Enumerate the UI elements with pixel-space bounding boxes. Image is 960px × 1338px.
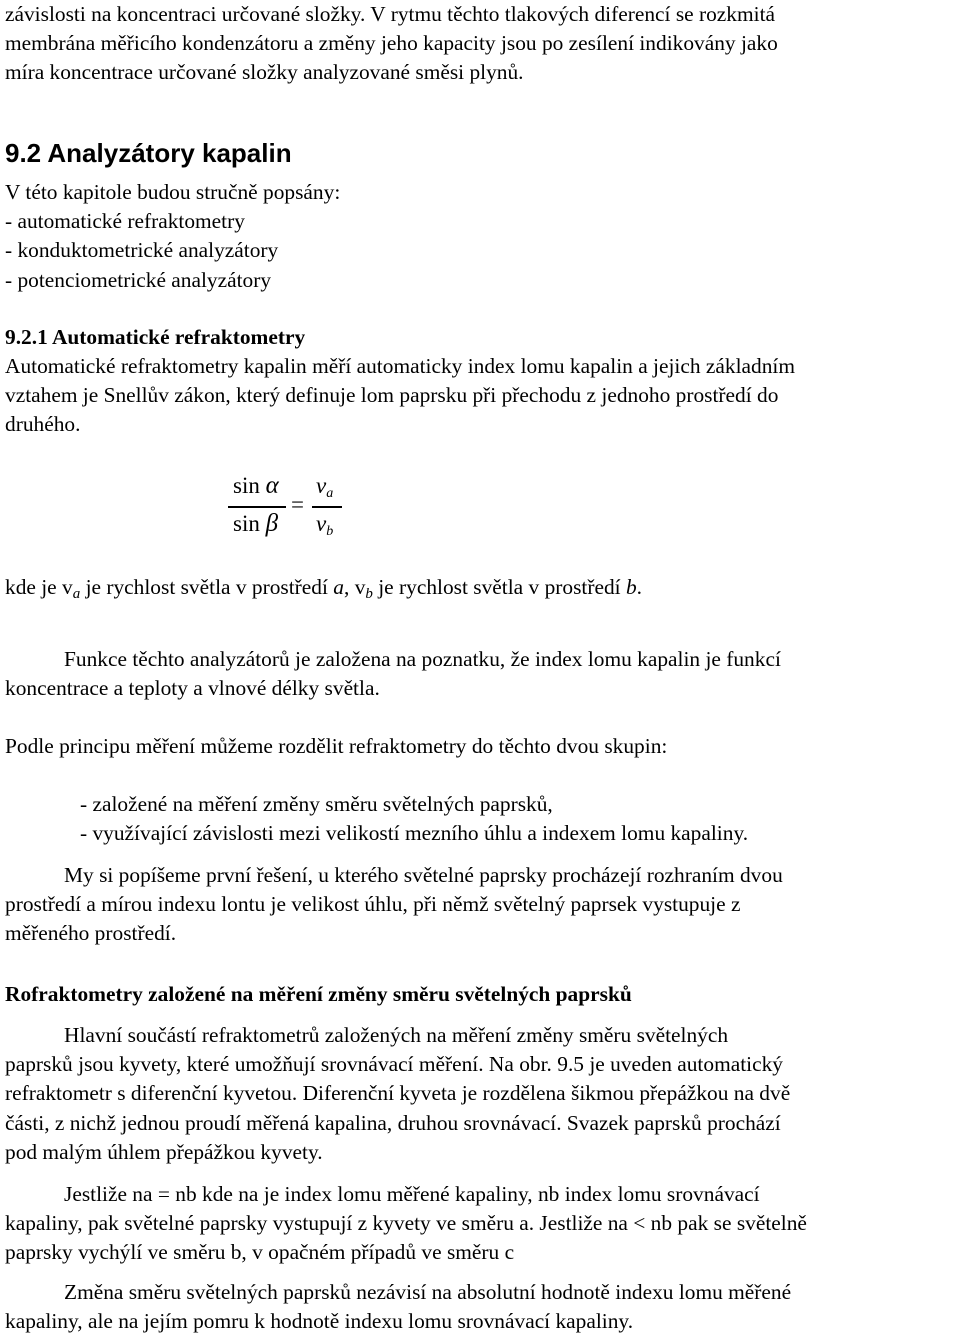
subsection-paragraph bbox=[5, 352, 957, 440]
section-intro bbox=[5, 178, 957, 295]
list-item: - konduktometrické analyzátory bbox=[5, 238, 279, 263]
beta-symbol: β bbox=[265, 510, 279, 537]
snell-formula bbox=[228, 471, 358, 543]
paragraph-if bbox=[5, 1180, 957, 1268]
paragraph bbox=[5, 1021, 957, 1167]
note-italic: b bbox=[625, 575, 637, 599]
formula-note bbox=[5, 573, 957, 602]
paragraph-groups: Podle principu měření můžeme rozdělit refraktometry do těchto dvou skupin: bbox=[5, 734, 668, 758]
text-line: paprsků jsou kyvety, které umožňují srovnávací měření. Na obr. 9.5 je uveden automatický bbox=[5, 1052, 783, 1077]
sin-label: sin bbox=[233, 511, 260, 536]
note-text: je rychlost světla v prostředí bbox=[80, 575, 334, 599]
text-line: refraktometr s diferenční kyvetou. Diferenční kyveta je rozdělena šikmou přepážkou na dvě bbox=[5, 1081, 791, 1106]
subscript-a: a bbox=[326, 486, 334, 501]
text-line: části, z nichž jednou proudí měřená kapalina, druhou srovnávací. Svazek paprsků prochází bbox=[5, 1110, 781, 1135]
text-line: Jestliže na = nb kde na je index lomu měřené kapaliny, nb index lomu srovnávací bbox=[64, 1182, 760, 1206]
text-line: V této kapitole budou stručně popsány: bbox=[5, 180, 341, 204]
list-item: - založené na měření změny směru světelných paprsků, bbox=[80, 792, 553, 816]
text-line: měřeného prostředí. bbox=[5, 921, 177, 946]
note-text: je rychlost světla v prostředí bbox=[372, 575, 626, 599]
v-symbol: v bbox=[316, 473, 327, 498]
paragraph bbox=[5, 861, 957, 949]
text-line: koncentrace a teploty a vlnové délky světla. bbox=[5, 676, 380, 701]
section-heading: 9.2 Analyzátory kapalin bbox=[5, 138, 292, 168]
intro-paragraph bbox=[5, 0, 957, 88]
text-line: druhého. bbox=[5, 412, 81, 437]
formula-numerator-right bbox=[316, 471, 333, 508]
note-subscript: b bbox=[365, 586, 373, 602]
paragraph-main bbox=[5, 1021, 957, 1167]
formula-numerator-left bbox=[233, 471, 279, 500]
text-line: Hlavní součástí refraktometrů založených na měření změny směru světelných bbox=[64, 1023, 729, 1047]
subsection-heading: 9.2.1 Automatické refraktometry bbox=[5, 325, 306, 349]
paragraph-function bbox=[5, 645, 957, 703]
paragraph-change bbox=[5, 1278, 957, 1336]
list-item: - potenciometrické analyzátory bbox=[5, 267, 272, 292]
text-line: vztahem je Snellův zákon, který definuje lom paprsku při přechodu z jednoho prostředí do bbox=[5, 383, 779, 408]
alpha-symbol: α bbox=[265, 472, 279, 499]
text-line: kapaliny, ale na jejím pomru k hodnotě indexu lomu srovnávací kapaliny. bbox=[5, 1309, 634, 1334]
equals-sign: = bbox=[291, 492, 304, 517]
text-line: kapaliny, pak světelné paprsky vystupují z kyvety ve směru a. Jestliže na < nb pak se světelně bbox=[5, 1211, 807, 1236]
text-line: Funkce těchto analyzátorů je založena na poznatku, že index lomu kapalin je funkcí bbox=[64, 647, 781, 671]
text-line: pod malým úhlem přepážkou kyvety. bbox=[5, 1139, 323, 1164]
fraction-bar-right bbox=[312, 506, 342, 508]
text-line: membrána měřicího kondenzátoru a změny jeho kapacity jsou po zesílení indikovány jako bbox=[5, 31, 778, 56]
text-line: Automatické refraktometry kapalin měří automaticky index lomu kapalin a jejich základním bbox=[5, 354, 795, 378]
fraction-bar-left bbox=[228, 506, 286, 508]
paragraph bbox=[5, 645, 957, 703]
formula-denominator-left bbox=[233, 509, 278, 538]
paragraph bbox=[5, 1278, 957, 1336]
note-text: kde je v bbox=[5, 575, 73, 599]
formula-denominator-right bbox=[316, 509, 333, 546]
groups-list bbox=[80, 790, 957, 848]
paragraph bbox=[5, 1180, 957, 1268]
text-line: prostředí a mírou indexu lontu je velikost úhlu, při němž světelný paprsek vystupuje z bbox=[5, 892, 741, 917]
note-text: , v bbox=[344, 575, 366, 599]
text-line: míra koncentrace určované složky analyzované směsi plynů. bbox=[5, 60, 524, 85]
paragraph-first-solution bbox=[5, 861, 957, 949]
text-line: paprsky vychýlí ve směru b, v opačném případů ve směru c bbox=[5, 1240, 515, 1265]
note-text: . bbox=[636, 575, 643, 599]
text-line: závislosti na koncentraci určované složky. V rytmu těchto tlakových diferencí se rozkmitá bbox=[5, 2, 776, 26]
note-italic: a bbox=[333, 575, 344, 599]
bold-heading: Rofraktometry založené na měření změny směru světelných paprsků bbox=[5, 982, 632, 1006]
list-item: - automatické refraktometry bbox=[5, 209, 245, 234]
text-line: Změna směru světelných paprsků nezávisí na absolutní hodnotě indexu lomu měřené bbox=[64, 1280, 792, 1304]
list-item: - využívající závislosti mezi velikostí mezního úhlu a indexem lomu kapaliny. bbox=[80, 821, 749, 846]
subscript-b: b bbox=[326, 524, 334, 539]
text-line: My si popíšeme první řešení, u kterého světelné paprsky procházejí rozhraním dvou bbox=[64, 863, 783, 887]
sin-label: sin bbox=[233, 473, 260, 498]
note-subscript: a bbox=[72, 586, 81, 602]
v-symbol: v bbox=[316, 511, 327, 536]
